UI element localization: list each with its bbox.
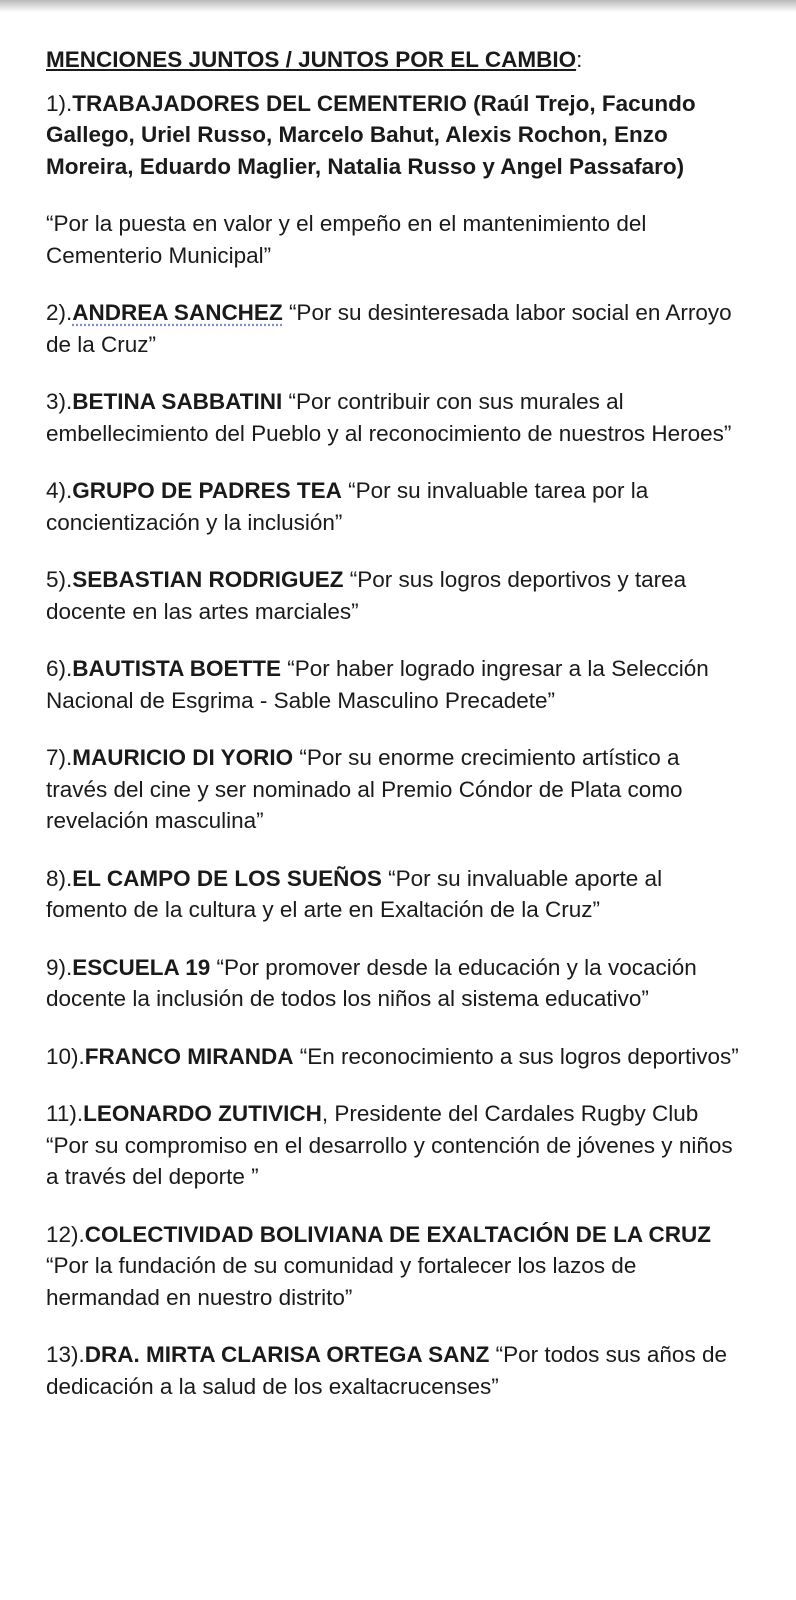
entry-6 xyxy=(46,653,746,716)
heading-colon: : xyxy=(576,47,583,72)
entry-name: ANDREA SANCHEZ xyxy=(72,300,283,325)
entry-name: FRANCO MIRANDA xyxy=(84,1043,294,1069)
entry-number: 5). xyxy=(46,567,73,592)
document-body xyxy=(46,44,746,1428)
entry-number: 1). xyxy=(46,90,73,116)
entry-3 xyxy=(46,386,746,449)
entry-text: “Por contribuir con sus murales al embellecimiento del Pueblo y al reconocimiento de nuestros Heroes” xyxy=(46,389,732,446)
entry-11 xyxy=(46,1098,746,1193)
entry-number: 8). xyxy=(46,865,73,891)
entry-text: “Por su invaluable tarea por la concientización y la inclusión” xyxy=(46,478,649,535)
entry-name: DRA. MIRTA CLARISA ORTEGA SANZ xyxy=(84,1342,490,1367)
entry-name: COLECTIVIDAD BOLIVIANA DE EXALTACIÓN DE LA CRUZ xyxy=(84,1221,712,1247)
entry-1-quote: “Por la puesta en valor y el empeño en el mantenimiento del Cementerio Municipal” xyxy=(46,211,647,268)
entry-name: SEBASTIAN RODRIGUEZ xyxy=(72,567,344,592)
entry-number: 9). xyxy=(46,954,73,980)
entry-name: ESCUELA 19 xyxy=(72,954,211,980)
entry-name: GRUPO DE PADRES TEA xyxy=(72,478,342,503)
entry-text: “Por haber logrado ingresar a la Selección Nacional de Esgrima - Sable Masculino Precadete” xyxy=(46,656,709,713)
entry-name: MAURICIO DI YORIO xyxy=(72,745,294,770)
entry-9 xyxy=(46,952,746,1015)
entry-text: “Por la fundación de su comunidad y fortalecer los lazos de hermandad en nuestro distrito” xyxy=(46,1253,637,1310)
entry-number: 3). xyxy=(46,389,73,414)
entry-number: 11). xyxy=(46,1101,84,1126)
entry-name: BETINA SABBATINI xyxy=(72,389,283,414)
entry-text: “Por promover desde la educación y la vocación docente la inclusión de todos los niños al sistema educativo” xyxy=(46,954,697,1011)
entry-number: 2). xyxy=(46,300,73,325)
entry-name: LEONARDO ZUTIVICH xyxy=(83,1101,322,1126)
document-heading: MENCIONES JUNTOS / JUNTOS POR EL CAMBIO xyxy=(46,47,577,72)
heading-line xyxy=(46,44,746,76)
entry-name: BAUTISTA BOETTE xyxy=(72,656,282,681)
entry-2 xyxy=(46,297,746,360)
entry-number: 10). xyxy=(46,1043,85,1069)
top-edge-shadow xyxy=(0,0,796,12)
entry-number: 13). xyxy=(46,1342,85,1367)
entry-10 xyxy=(46,1041,746,1073)
entry-number: 4). xyxy=(46,478,73,503)
entry-text: “Por todos sus años de dedicación a la salud de los exaltacrucenses” xyxy=(46,1342,727,1399)
entry-1-header xyxy=(46,88,746,183)
entry-text: “En reconocimiento a sus logros deportivos” xyxy=(293,1043,739,1069)
entry-4 xyxy=(46,475,746,538)
entry-8 xyxy=(46,863,746,926)
entry-text: “Por su enorme crecimiento artístico a través del cine y ser nominado al Premio Cóndor de Plata como revelación masculina” xyxy=(46,745,683,833)
entry-name: TRABAJADORES DEL CEMENTERIO (Raúl Trejo, Facundo Gallego, Uriel Russo, Marcelo Bahut, Alexis Rochon, Enzo Moreira, Eduardo Maglier, Natalia Russo y Angel Passafaro) xyxy=(46,90,696,179)
entry-12 xyxy=(46,1219,746,1314)
entry-number: 7). xyxy=(46,745,73,770)
entry-name: EL CAMPO DE LOS SUEÑOS xyxy=(72,865,382,891)
entry-text: “Por su desinteresada labor social en Arroyo de la Cruz” xyxy=(46,300,732,357)
entry-5 xyxy=(46,564,746,627)
entry-number: 6). xyxy=(46,656,73,681)
entry-7 xyxy=(46,742,746,837)
entry-number: 12). xyxy=(46,1221,85,1247)
entry-text: “Por su invaluable aporte al fomento de la cultura y el arte en Exaltación de la Cruz” xyxy=(46,865,663,922)
entry-text: “Por sus logros deportivos y tarea docente en las artes marciales” xyxy=(46,567,687,624)
entry-13 xyxy=(46,1339,746,1402)
entry-text: , Presidente del Cardales Rugby Club “Por su compromiso en el desarrollo y contención de jóvenes y niños a través del deporte ” xyxy=(46,1101,733,1189)
